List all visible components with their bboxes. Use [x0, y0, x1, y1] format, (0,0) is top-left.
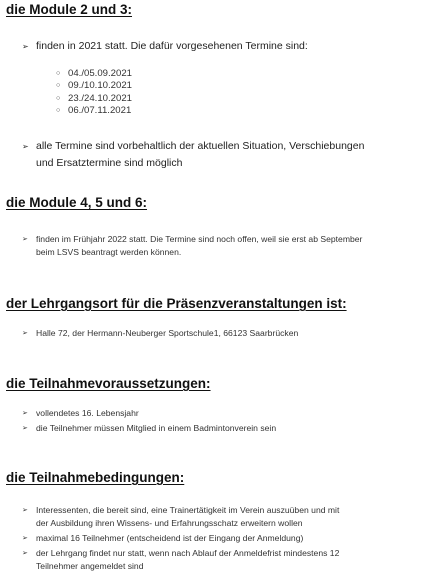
- list-item-text: finden in 2021 statt. Die dafür vorgesehenen Termine sind:: [36, 40, 308, 52]
- list-item-text: der Lehrgang findet nur statt, wenn nach Ablauf der Anmeldefrist mindestens 12 Teilnehmer angemeldet sind: [36, 548, 340, 571]
- list-item: [22, 547, 339, 573]
- list-item: [22, 504, 339, 530]
- list-item-text: finden im Frühjahr 2022 statt. Die Termine sind noch offen, weil sie erst ab September beim LSVS beantragt werden können.: [36, 234, 363, 257]
- date-list: [56, 68, 132, 117]
- circle-bullet-icon: ○: [56, 70, 61, 77]
- section-heading-teilnahmevoraussetzungen: die Teilnahmevoraussetzungen:: [6, 376, 211, 391]
- arrow-bullet-icon: ➢: [22, 550, 28, 557]
- list-item: [22, 38, 308, 55]
- arrow-bullet-icon: ➢: [22, 236, 28, 243]
- list-item-text: maximal 16 Teilnehmer (entscheidend ist der Eingang der Anmeldung): [36, 533, 304, 543]
- arrow-bullet-icon: ➢: [22, 330, 28, 337]
- arrow-bullet-icon: ➢: [22, 507, 28, 514]
- section-heading-module-2-3: die Module 2 und 3:: [6, 2, 133, 17]
- arrow-bullet-icon: ➢: [22, 42, 29, 51]
- list-item: [22, 327, 298, 340]
- list-item-text: die Teilnehmer müssen Mitglied in einem Badmintonverein sein: [36, 423, 277, 433]
- list-item-text: vollendetes 16. Lebensjahr: [36, 408, 139, 418]
- arrow-bullet-icon: ➢: [22, 535, 28, 542]
- date-item: [56, 93, 132, 105]
- date-item: [56, 68, 132, 80]
- circle-bullet-icon: ○: [56, 106, 61, 114]
- arrow-bullet-icon: ➢: [22, 142, 29, 151]
- section-heading-teilnahmebedingungen: die Teilnahmebedingungen:: [6, 470, 185, 485]
- arrow-bullet-icon: ➢: [22, 410, 28, 417]
- arrow-bullet-icon: ➢: [22, 425, 28, 432]
- section-heading-lehrgangsort: der Lehrgangsort für die Präsenzveranstaltungen ist:: [6, 296, 347, 311]
- list-item: [22, 407, 139, 420]
- date-item: [56, 105, 132, 117]
- list-item: [22, 233, 362, 259]
- date-text: 23./24.10.2021: [68, 92, 133, 104]
- date-text: 09./10.10.2021: [68, 80, 133, 92]
- date-text: 06./07.11.2021: [68, 104, 132, 116]
- date-item: [56, 80, 132, 92]
- list-item: [22, 422, 276, 435]
- section-heading-module-4-5-6: die Module 4, 5 und 6:: [6, 195, 148, 210]
- circle-bullet-icon: ○: [56, 82, 61, 90]
- list-item-text: alle Termine sind vorbehaltlich der aktuellen Situation, Verschiebungen und Ersatztermine sind möglich: [36, 140, 365, 169]
- list-item-text: Interessenten, die bereit sind, eine Trainertätigkeit im Verein auszuüben und mit der Ausbildung ihren Wissens- und Erfahrungsschatz erweitern wollen: [36, 505, 340, 528]
- circle-bullet-icon: ○: [56, 94, 61, 102]
- list-item-text: Halle 72, der Hermann-Neuberger Sportschule1, 66123 Saarbrücken: [36, 328, 299, 338]
- list-item: [22, 532, 303, 545]
- date-text: 04./05.09.2021: [68, 68, 133, 79]
- list-item: [22, 138, 364, 172]
